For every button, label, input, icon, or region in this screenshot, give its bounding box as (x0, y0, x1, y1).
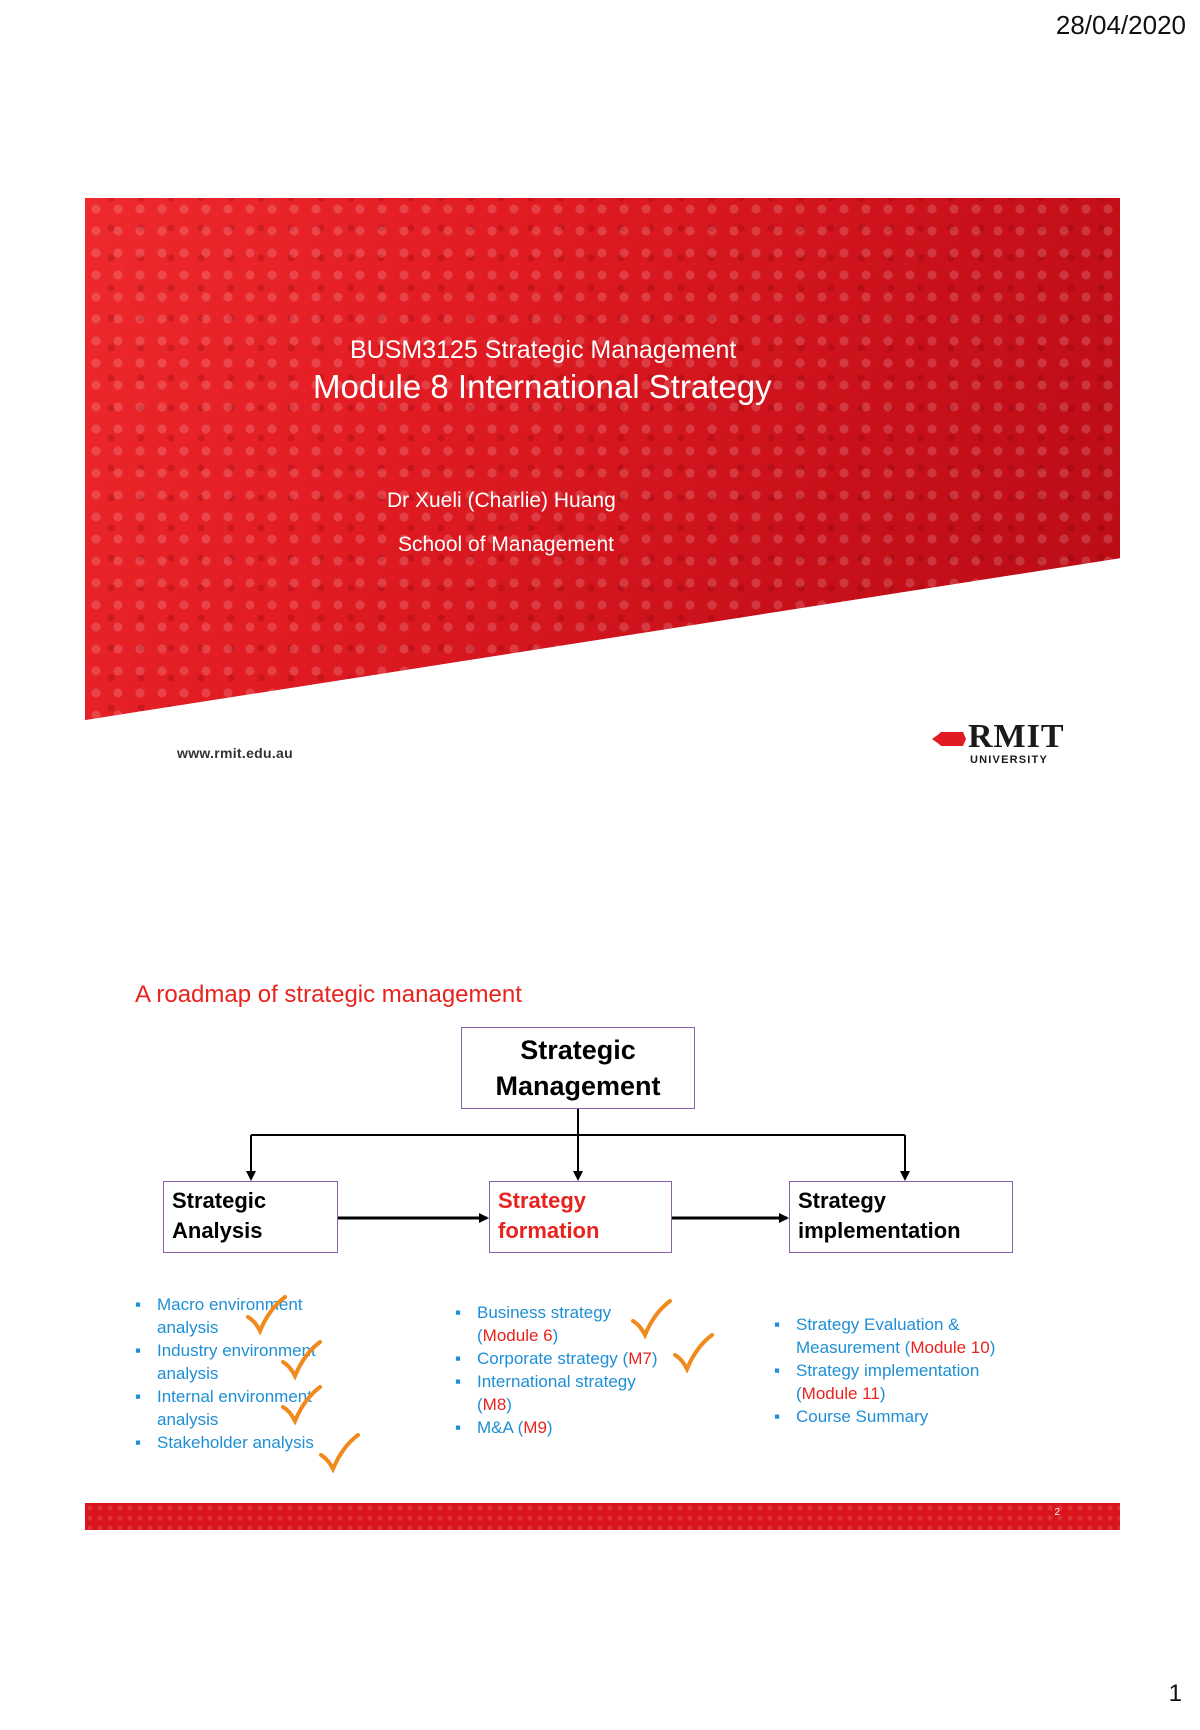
list-item (449, 1416, 709, 1439)
list-item (129, 1385, 379, 1431)
rmit-logo-mark-icon (930, 728, 968, 750)
checkmark-icon (672, 1333, 714, 1373)
bullet-icon: ▪ (135, 1433, 142, 1452)
list-item-text: Stakeholder analysis (157, 1433, 314, 1452)
strategic-analysis-box (163, 1181, 338, 1253)
bullet-icon: ▪ (135, 1295, 142, 1314)
module-ref: Module 10 (910, 1338, 990, 1357)
bullet-icon: ▪ (774, 1361, 781, 1380)
list-item-text: ) (506, 1395, 512, 1414)
list-item-text: ( (796, 1384, 802, 1403)
title-slide (85, 198, 1120, 778)
list-item-text: analysis (157, 1318, 219, 1337)
roadmap-title: A roadmap of strategic management (135, 981, 522, 1008)
list-item-text: ) (879, 1384, 886, 1403)
slide-footer-bar (85, 1503, 1120, 1530)
checkmark-icon (280, 1385, 322, 1425)
list-item (449, 1370, 709, 1416)
list-item-text: Course Summary (796, 1407, 929, 1426)
box-label: implementation (798, 1218, 961, 1243)
list-item-text: Strategy implementation (796, 1361, 980, 1380)
checkmark-icon (318, 1433, 360, 1473)
roadmap-slide (85, 975, 1120, 1535)
module-ref: M7 (628, 1349, 652, 1368)
list-item (768, 1313, 1088, 1359)
box-label: Strategic (172, 1188, 267, 1213)
bullet-icon: ▪ (455, 1303, 462, 1322)
module-ref: Module 6 (482, 1326, 553, 1345)
list-item-text: M&A ( (477, 1418, 524, 1437)
list-item (768, 1359, 1088, 1405)
title-banner (85, 198, 1120, 720)
list-item-text: Strategy Evaluation & (796, 1315, 960, 1334)
rmit-logo-wordmark: RMIT (968, 718, 1065, 755)
strategy-implementation-box (789, 1181, 1013, 1253)
list-item-text: ( (477, 1326, 483, 1345)
author-name: Dr Xueli (Charlie) Huang (387, 489, 616, 512)
list-item-text: ) (989, 1338, 996, 1357)
module-ref: Module 11 (801, 1384, 880, 1403)
bullet-icon: ▪ (774, 1315, 781, 1334)
list-item-text: analysis (157, 1364, 219, 1383)
website-url: www.rmit.edu.au (177, 745, 293, 761)
module-ref: M9 (523, 1418, 547, 1437)
checkmark-icon (245, 1295, 287, 1335)
module-title: Module 8 International Strategy (313, 368, 772, 405)
strategic-management-box (461, 1027, 695, 1109)
bullet-icon: ▪ (455, 1418, 462, 1437)
list-item-text: Corporate strategy ( (477, 1349, 629, 1368)
strategy-formation-box (489, 1181, 672, 1253)
module-ref: M8 (482, 1395, 507, 1414)
list-item-text: ( (477, 1395, 483, 1414)
list-item-text: analysis (157, 1410, 219, 1429)
page-date: 28/04/2020 (1055, 10, 1186, 40)
bullet-icon: ▪ (455, 1349, 462, 1368)
list-item-text: Measurement ( (796, 1338, 911, 1357)
rmit-logo (930, 718, 1080, 768)
list-item-text: Macro environment (157, 1295, 303, 1314)
box-label: Analysis (172, 1218, 263, 1243)
list-item (768, 1405, 1088, 1428)
box-label: Management (495, 1071, 661, 1101)
checkmark-icon (280, 1340, 322, 1380)
list-item-text: Internal environment (157, 1387, 312, 1406)
list-item-text: Business strategy (477, 1303, 612, 1322)
list-item-text: Industry environment (157, 1341, 316, 1360)
list-item-text: International strategy (477, 1372, 636, 1391)
box-label: formation (498, 1218, 600, 1243)
bullet-icon: ▪ (135, 1341, 142, 1360)
list-item (129, 1339, 379, 1385)
box-label: Strategic (520, 1035, 636, 1065)
implementation-topic-list (768, 1313, 1088, 1428)
checkmark-icon (630, 1299, 672, 1339)
slide-number: 2 (1054, 1507, 1060, 1518)
bullet-icon: ▪ (135, 1387, 142, 1406)
bullet-icon: ▪ (774, 1407, 781, 1426)
list-item-text: ) (552, 1326, 559, 1345)
rmit-logo-subtitle: UNIVERSITY (970, 754, 1049, 766)
box-label: Strategy (798, 1188, 887, 1213)
bullet-icon: ▪ (455, 1372, 462, 1391)
box-label: Strategy (498, 1188, 587, 1213)
school-name: School of Management (398, 533, 614, 556)
list-item-text: ) (651, 1349, 658, 1368)
course-title: BUSM3125 Strategic Management (350, 336, 737, 364)
page-number: 1 (1168, 1680, 1182, 1707)
list-item (449, 1347, 709, 1370)
list-item-text: ) (546, 1418, 553, 1437)
